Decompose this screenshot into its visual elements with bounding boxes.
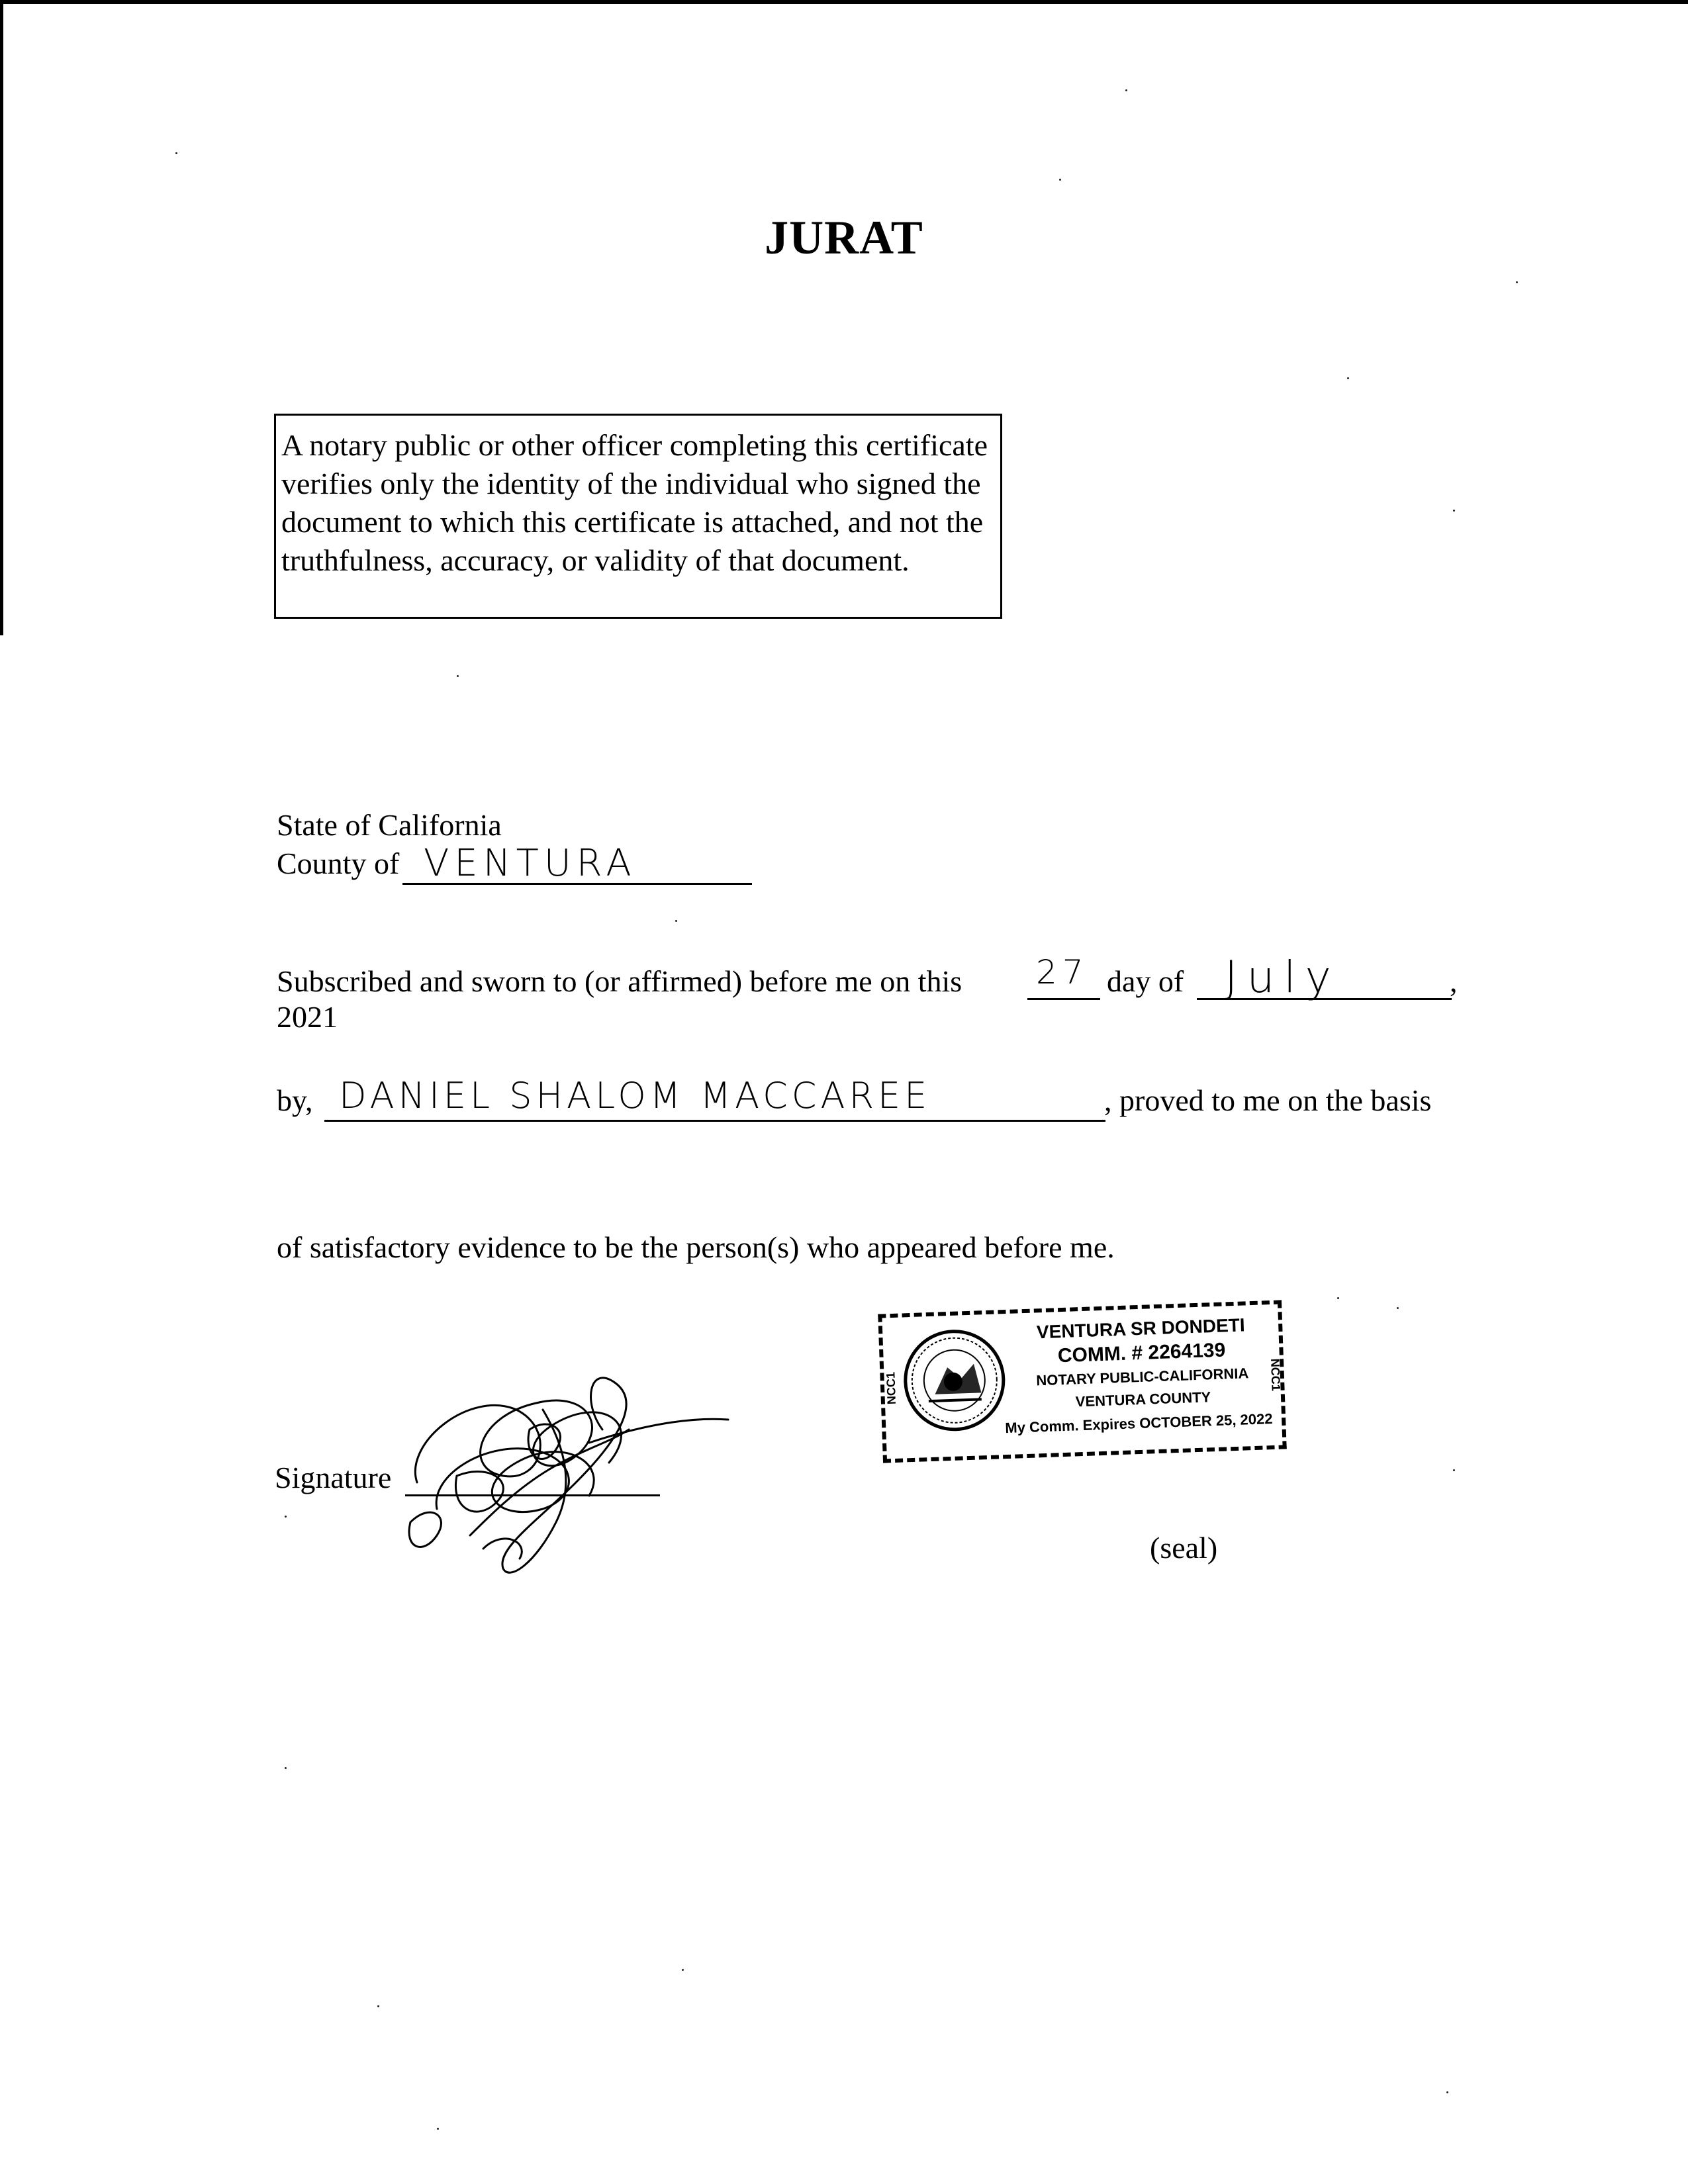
subscribed-text: Subscribed and sworn to (or affirmed) before me on this <box>277 964 962 998</box>
notary-stamp <box>878 1300 1286 1463</box>
scan-speck <box>1516 281 1518 283</box>
page-title: JURAT <box>765 211 923 264</box>
day-of-label: day of <box>1107 964 1184 998</box>
california-seal-icon <box>900 1326 1009 1435</box>
year-text: 2021 <box>277 1000 338 1034</box>
scan-speck <box>1337 1297 1339 1299</box>
scan-edge-top <box>0 0 1688 4</box>
evidence-text: of satisfactory evidence to be the person(s) who appeared before me. <box>277 1230 1115 1264</box>
scan-speck <box>285 1516 287 1518</box>
scan-speck <box>1446 2091 1448 2093</box>
by-label: by, <box>277 1083 313 1117</box>
stamp-commission: COMM. # 2264139 <box>1057 1339 1226 1367</box>
scan-speck <box>377 2005 379 2007</box>
stamp-notary-name: VENTURA SR DONDETI <box>1036 1314 1246 1343</box>
signature-scribble <box>391 1350 735 1588</box>
scan-speck <box>675 920 677 922</box>
scan-speck <box>1453 510 1455 512</box>
stamp-expiration <box>1004 1410 1273 1437</box>
scan-speck <box>437 2128 439 2130</box>
month-comma: , <box>1450 964 1458 998</box>
stamp-side-code-left: NCC1 <box>884 1371 899 1405</box>
signer-underline <box>324 1120 1105 1122</box>
scan-speck <box>285 1767 287 1769</box>
stamp-side-code-right: NCC1 <box>1268 1358 1283 1392</box>
scan-speck <box>457 675 459 677</box>
scan-speck <box>1347 377 1349 379</box>
signature-label: Signature <box>275 1461 392 1494</box>
stamp-county: VENTURA COUNTY <box>1075 1388 1211 1410</box>
scan-speck <box>1059 179 1061 181</box>
disclaimer-box: A notary public or other officer completing this certificate verifies only the identity of the individual who signed the document to which this certificate is attached, and not the truthfulness, accuracy, or validity of that document. <box>274 414 1002 619</box>
state-label: State of California <box>277 808 502 842</box>
day-handwritten: 27 <box>1036 953 1089 991</box>
scan-edge-left <box>0 0 3 635</box>
signer-handwritten: DANIEL SHALOM MACCAREE <box>339 1075 931 1116</box>
stamp-expires-date: OCTOBER 25, 2022 <box>1139 1410 1273 1432</box>
month-handwritten: July <box>1225 952 1340 1003</box>
county-handwritten: VENTURA <box>424 842 637 885</box>
scan-speck <box>175 152 177 154</box>
scan-speck <box>1397 1307 1399 1309</box>
day-underline <box>1027 998 1100 1000</box>
proved-text: , proved to me on the basis <box>1104 1083 1432 1117</box>
county-label: County of <box>277 846 400 880</box>
stamp-title: NOTARY PUBLIC-CALIFORNIA <box>1035 1365 1249 1389</box>
scan-speck <box>682 1969 684 1971</box>
scan-speck <box>1125 89 1127 91</box>
scan-speck <box>1453 1469 1455 1471</box>
stamp-expires-label: My Comm. Expires <box>1004 1415 1136 1437</box>
seal-label: (seal) <box>1150 1531 1218 1565</box>
